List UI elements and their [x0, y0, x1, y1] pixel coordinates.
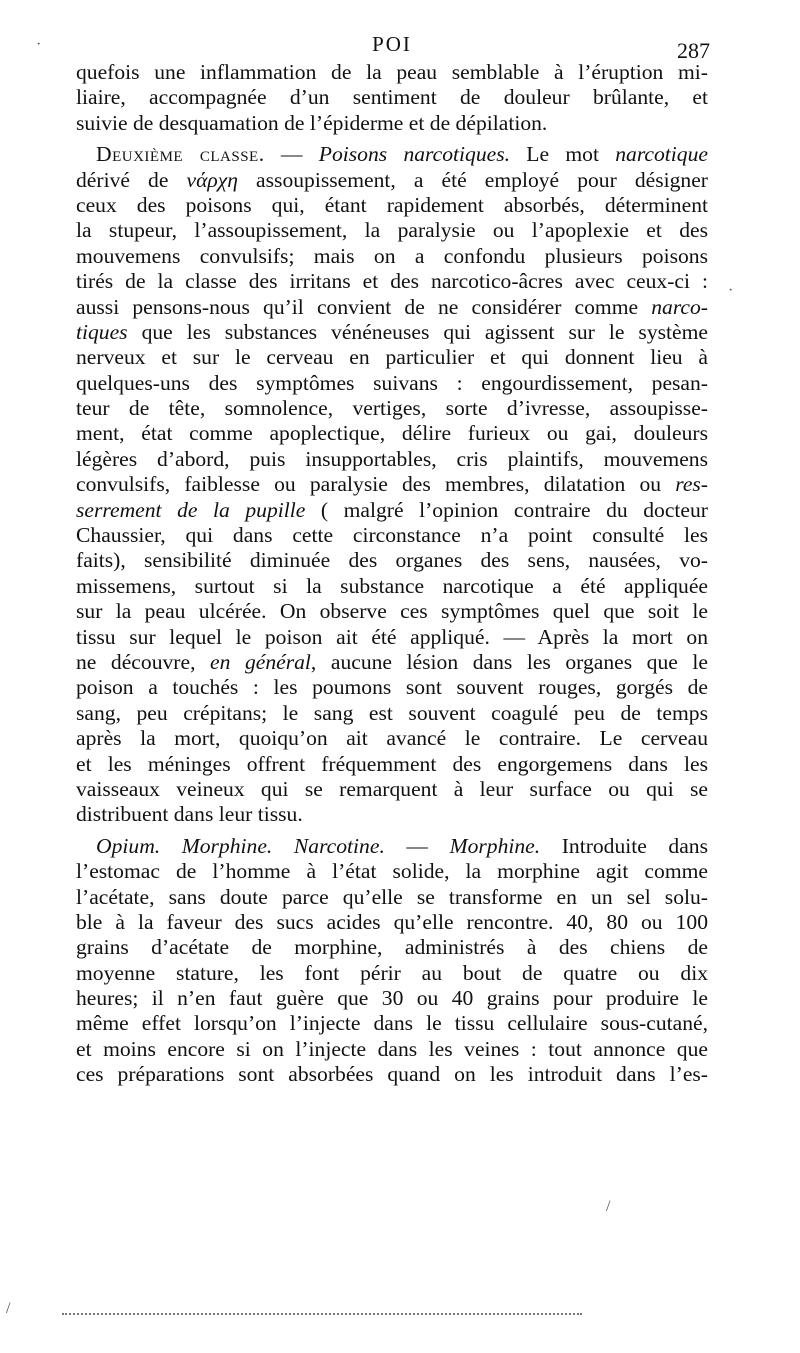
text-line: et les méninges offrent fréquemment des engorgemens dans les: [76, 751, 708, 776]
text-line: la stupeur, l’assoupissement, la paralysie ou l’apoplexie et des: [76, 218, 708, 243]
paragraph-narcotic-poisons: [76, 142, 708, 828]
text-line: et moins encore si on l’injecte dans les veines : tout annonce que: [76, 1036, 708, 1061]
text-line: ceux des poisons qui, étant rapidement absorbés, déterminent: [76, 192, 708, 217]
section-heading: Deuxième classe.: [96, 142, 265, 167]
paragraph-continuation: [76, 60, 708, 136]
text-line: heures; il n’en faut guère que 30 ou 40 grains pour produire le: [76, 986, 708, 1011]
paragraph-opium: [76, 834, 708, 1088]
text-line: après la mort, quoiqu’on ait avancé le contraire. Le cerveau: [76, 726, 708, 751]
text-line: tiques que les substances vénéneuses qui agissent sur le système: [76, 319, 708, 344]
text-line: sur la peau ulcérée. On observe ces symptômes quel que soit le: [76, 599, 708, 624]
text-line: tirés de la classe des irritans et des narcotico-âcres avec ceux-ci :: [76, 269, 708, 294]
text-line: légères d’abord, puis insupportables, cris plaintifs, mouvemens: [76, 446, 708, 471]
running-title: POI: [372, 32, 412, 56]
text-line: quefois une inflammation de la peau semblable à l’éruption mi-: [76, 60, 708, 84]
text-line: mouvemens convulsifs; mais on a confondu plusieurs poisons: [76, 243, 708, 268]
text-line: vaisseaux veineux qui se remarquent à leur surface ou qui se: [76, 776, 708, 801]
text-line: ne découvre, en général, aucune lésion dans les organes que le: [76, 649, 708, 674]
text-line: tissu sur lequel le poison ait été appliqué. — Après la mort on: [76, 624, 708, 649]
text-line: dérivé de νάρχη assoupissement, a été employé pour désigner: [76, 167, 708, 192]
text-line: ces préparations sont absorbées quand on les introduit dans l’es-: [76, 1062, 708, 1087]
text-line: même effet lorsqu’on l’injecte dans le tissu cellulaire sous-cutané,: [76, 1011, 708, 1036]
text-line: Chaussier, qui dans cette circonstance n’a point consulté les: [76, 523, 708, 548]
greek-word: νάρχη: [186, 167, 238, 192]
text-line: convulsifs, faiblesse ou paralysie des membres, dilatation ou res-: [76, 472, 708, 497]
book-page: [76, 30, 708, 1088]
text-line: aussi pensons-nous qu’il convient de ne considérer comme narco-: [76, 294, 708, 319]
text-line: quelques-uns des symptômes suivans : engourdissement, pesan-: [76, 370, 708, 395]
text-line: grains d’acétate de morphine, administrés à des chiens de: [76, 935, 708, 960]
text-line: moyenne stature, les font périr au bout de quatre ou dix: [76, 960, 708, 985]
section-title: Opium. Morphine. Narcotine.: [96, 833, 385, 858]
section-title: Poisons narcotiques.: [318, 142, 511, 167]
text-line: sang, peu crépitans; le sang est souvent coagulé peu de temps: [76, 700, 708, 725]
running-head: [76, 30, 710, 63]
text-line: l’acétate, sans doute parce qu’elle se transforme en un sel solu-: [76, 884, 708, 909]
text-line: liaire, accompagnée d’un sentiment de douleur brûlante, et: [76, 85, 708, 110]
text-line: Opium. Morphine. Narcotine. — Morphine. Introduite dans: [96, 833, 709, 858]
bottom-dotted-rule: [62, 1313, 582, 1315]
text-line: teur de tête, somnolence, vertiges, sorte d’ivresse, assoupisse-: [76, 396, 708, 421]
text-line: ment, état comme apoplectique, délire furieux ou gai, douleurs: [76, 421, 708, 446]
body-text: [76, 60, 708, 1088]
text-line: Deuxième classe. — Poisons narcotiques. Le mot narcotique: [96, 142, 708, 167]
text-line: ble à la faveur des sucs acides qu’elle rencontre. 40, 80 ou 100: [76, 909, 708, 934]
print-speck: /: [6, 1300, 11, 1317]
text-line: poison a touchés : les poumons sont souvent rouges, gorgés de: [76, 675, 708, 700]
text-line: missemens, surtout si la substance narcotique a été appliquée: [76, 573, 708, 598]
text-line: suivie de desquamation de l’épiderme et de dépilation.: [76, 110, 548, 135]
text-line: faits), sensibilité diminuée des organes des sens, nausées, vo-: [76, 548, 708, 573]
print-speck: ·: [728, 282, 734, 299]
page-number: 287: [677, 38, 710, 63]
text-line: l’estomac de l’homme à l’état solide, la morphine agit comme: [76, 859, 708, 884]
print-speck: /: [606, 1198, 611, 1215]
text-line: serrement de la pupille ( malgré l’opinion contraire du docteur: [76, 497, 708, 522]
print-speck: ·: [36, 36, 42, 53]
text-line: nerveux et sur le cerveau en particulier et qui donnent lieu à: [76, 345, 708, 370]
text-line: distribuent dans leur tissu.: [76, 802, 303, 827]
